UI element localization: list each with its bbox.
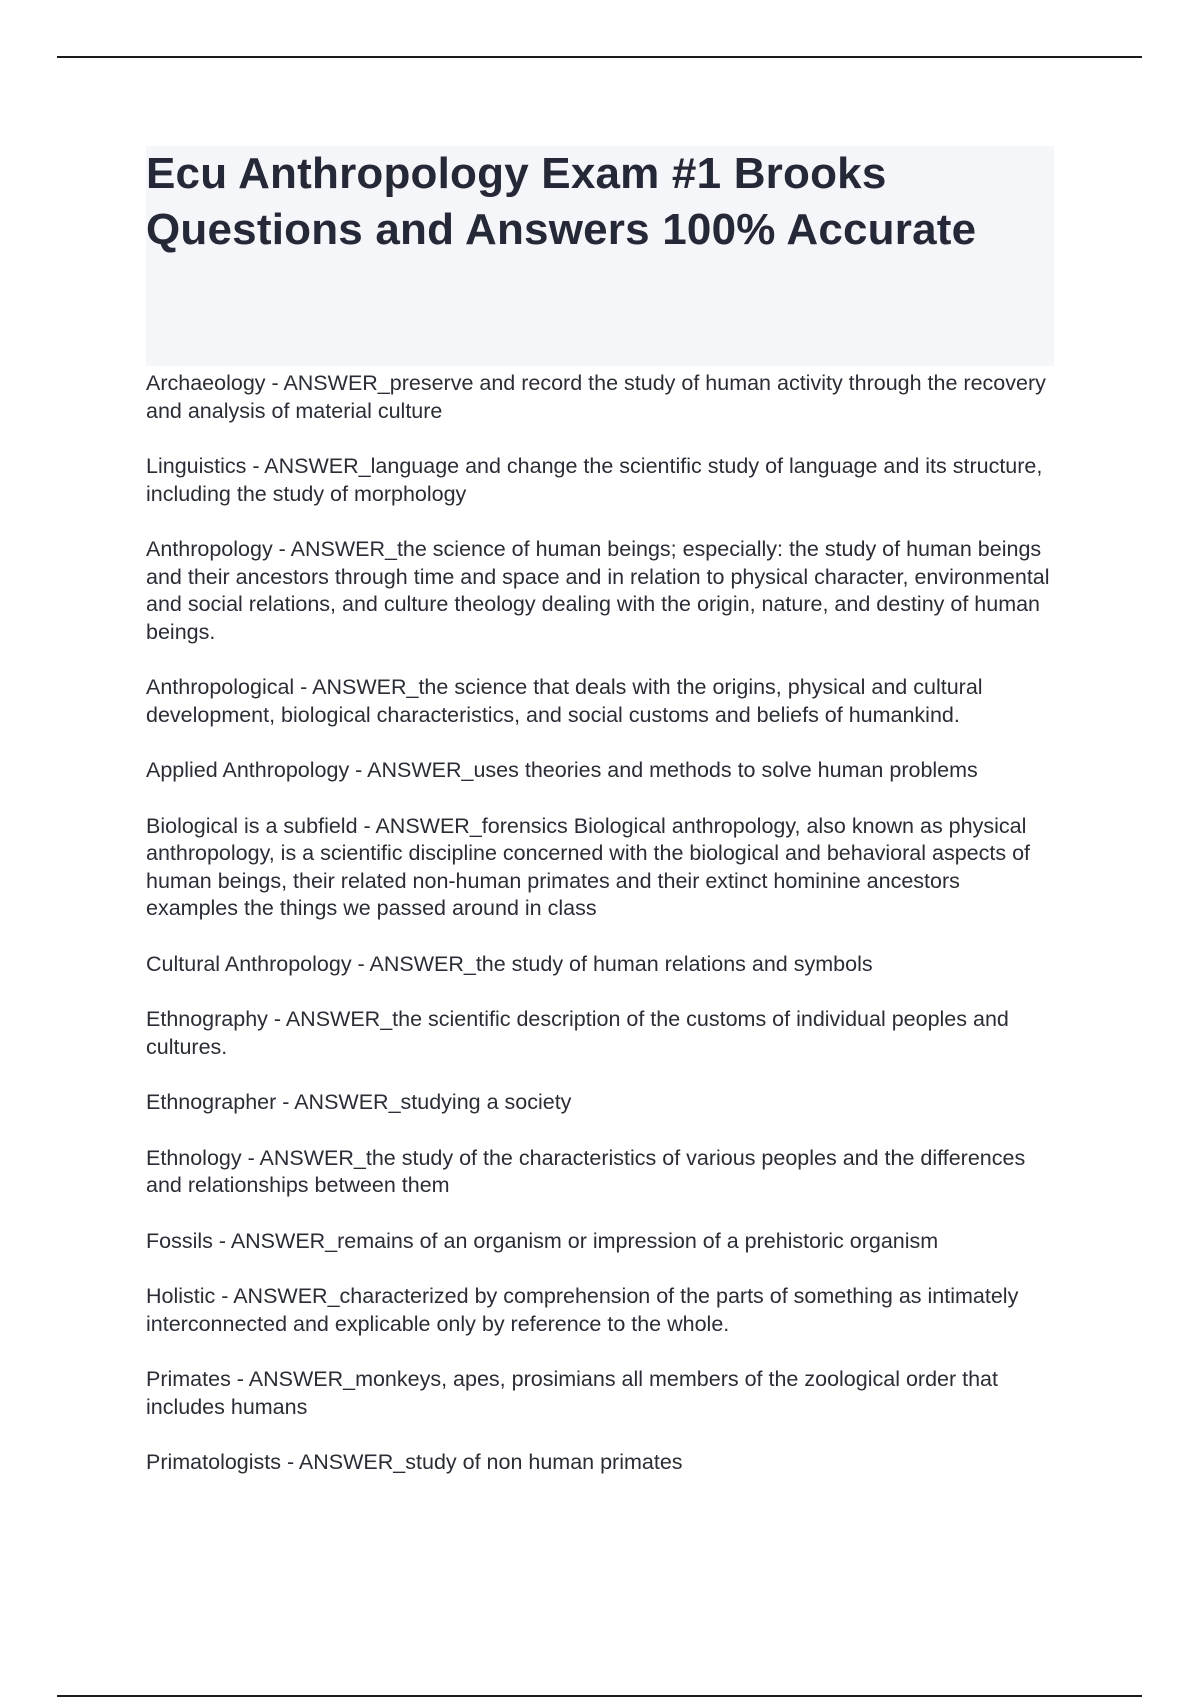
qa-entry-biological-subfield: Biological is a subfield - ANSWER_forensics Biological anthropology, also known as physical anthropology, is a scientific discipline concerned with the biological and behavioral aspects of human beings, their related non-human primates and their extinct hominine ancestors examples the things we passed around in class — [146, 813, 1031, 920]
qa-entry-primates: Primates - ANSWER_monkeys, apes, prosimians all members of the zoological order that includes humans — [146, 1367, 998, 1419]
qa-entry-holistic: Holistic - ANSWER_characterized by comprehension of the parts of something as intimately interconnected and explicable only by reference to the whole. — [146, 1284, 1019, 1336]
title-block — [146, 146, 1054, 366]
document-title: Ecu Anthropology Exam #1 Brooks Questions and Answers 100% Accurate — [146, 149, 977, 254]
qa-entry-ethnography: Ethnography - ANSWER_the scientific description of the customs of individual peoples and cultures. — [146, 1007, 1009, 1059]
qa-entry-ethnology: Ethnology - ANSWER_the study of the characteristics of various peoples and the differences and relationships between them — [146, 1145, 1026, 1197]
document-body — [146, 146, 1054, 1505]
qa-entry-anthropological: Anthropological - ANSWER_the science that deals with the origins, physical and cultural development, biological characteristics, and social customs and beliefs of humankind. — [146, 675, 983, 727]
qa-entry-cultural-anthropology: Cultural Anthropology - ANSWER_the study of human relations and symbols — [146, 951, 873, 976]
qa-list — [146, 370, 1054, 1477]
qa-entry-linguistics: Linguistics - ANSWER_language and change the scientific study of language and its structure, including the study of morphology — [146, 454, 1043, 506]
qa-entry-applied-anthropology: Applied Anthropology - ANSWER_uses theories and methods to solve human problems — [146, 758, 978, 782]
bottom-divider — [57, 1695, 1142, 1697]
qa-entry-anthropology: Anthropology - ANSWER_the science of human beings; especially: the study of human beings and their ancestors through time and space and in relation to physical character, environmental and social relations, and culture theology dealing with the origin, nature, and destiny of human beings. — [146, 537, 1050, 644]
qa-entry-archaeology: Archaeology - ANSWER_preserve and record the study of human activity through the recovery and analysis of material culture — [146, 371, 1046, 423]
qa-entry-fossils: Fossils - ANSWER_remains of an organism or impression of a prehistoric organism — [146, 1228, 939, 1253]
qa-entry-primatologists: Primatologists - ANSWER_study of non human primates — [146, 1450, 683, 1474]
top-divider — [57, 56, 1142, 58]
qa-entry-ethnographer: Ethnographer - ANSWER_studying a society — [146, 1090, 572, 1114]
